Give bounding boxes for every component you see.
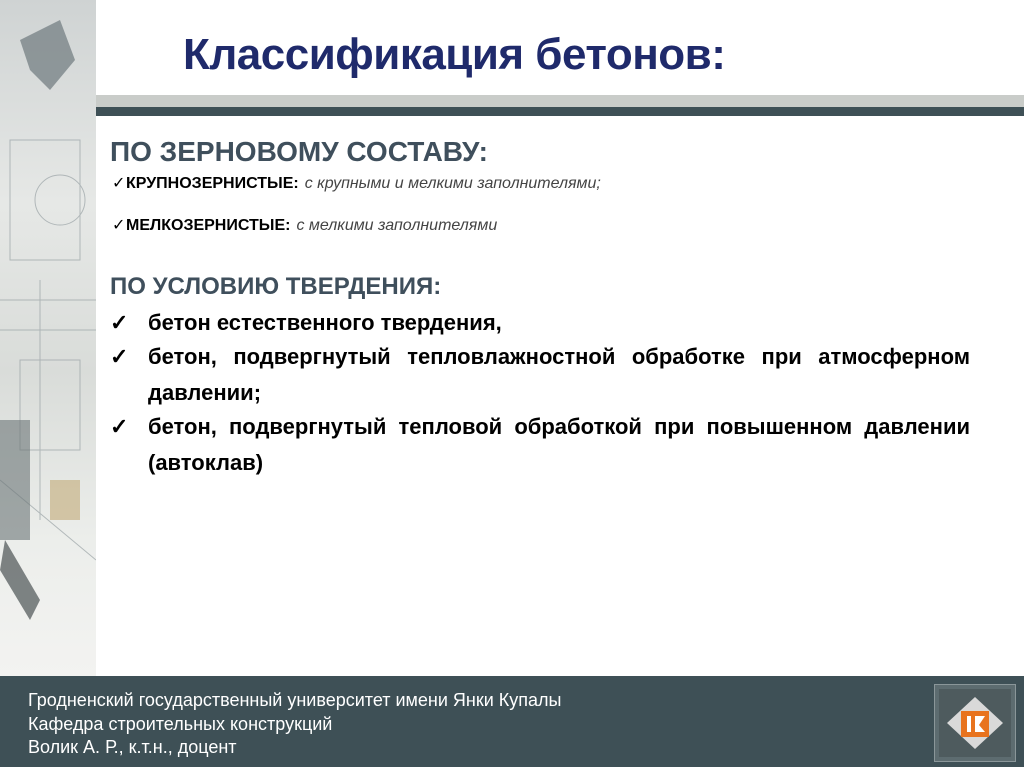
checkmark-icon: ✓ bbox=[110, 344, 129, 369]
page-title: Классификация бетонов: bbox=[183, 30, 726, 79]
list-item bbox=[110, 409, 970, 481]
term-description: с мелкими заполнителями bbox=[296, 217, 498, 234]
list-item bbox=[112, 215, 497, 235]
checkmark-icon: ✓ bbox=[110, 310, 129, 335]
list-item-text: бетон, подвергнутый тепловой обработкой при повышенном давлении (автоклав) bbox=[148, 414, 970, 475]
footer-author: Волик А. Р., к.т.н., доцент bbox=[28, 737, 237, 757]
checkmark-icon: ✓ bbox=[112, 175, 126, 192]
checkmark-icon: ✓ bbox=[110, 414, 129, 439]
checkmark-icon: ✓ bbox=[112, 217, 126, 234]
term: КРУПНОЗЕРНИСТЫЕ: bbox=[126, 175, 299, 192]
footer-university: Гродненский государственный университет имени Янки Купалы bbox=[28, 690, 562, 710]
term: МЕЛКОЗЕРНИСТЫЕ: bbox=[126, 217, 291, 234]
list-item bbox=[110, 305, 970, 341]
list-item bbox=[110, 339, 970, 411]
term-description: с крупными и мелкими заполнителями; bbox=[304, 175, 601, 192]
university-logo bbox=[934, 684, 1016, 762]
decorative-side-image bbox=[0, 0, 96, 676]
footer-department: Кафедра строительных конструкций bbox=[28, 714, 333, 734]
list-item bbox=[112, 173, 601, 193]
list-item-text: бетон, подвергнутый тепловлажностной обработке при атмосферном давлении; bbox=[148, 344, 970, 405]
section-heading-hardening: ПО УСЛОВИЮ ТВЕРДЕНИЯ: bbox=[110, 273, 442, 300]
list-item-text: бетон естественного твердения, bbox=[148, 310, 502, 335]
title-divider bbox=[96, 95, 1024, 107]
footer bbox=[0, 676, 1024, 767]
title-divider-dark bbox=[96, 107, 1024, 116]
section-heading-grain: ПО ЗЕРНОВОМУ СОСТАВУ: bbox=[110, 136, 488, 167]
